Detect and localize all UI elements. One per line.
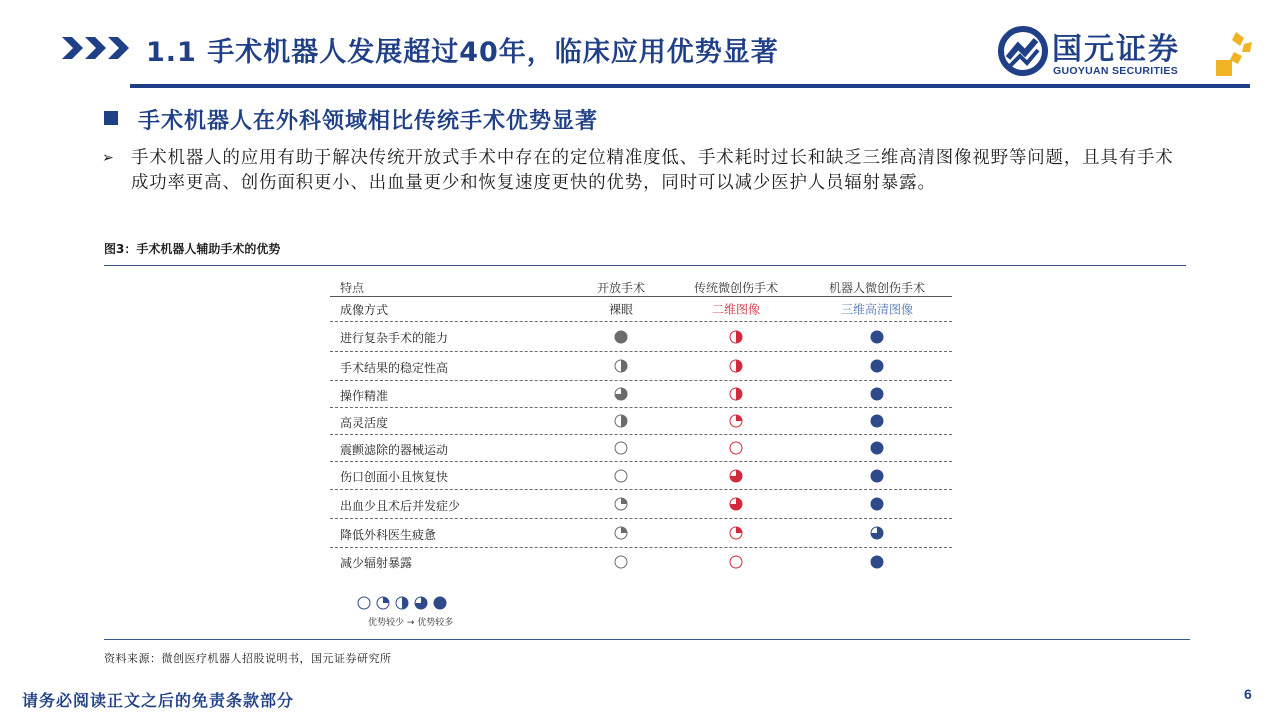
row-label: 减少辐射暴露 xyxy=(340,556,413,570)
rating-cell-robotic-mis xyxy=(870,330,884,344)
rating-cell-traditional-mis xyxy=(729,441,743,455)
rating-cell-robotic-mis xyxy=(870,469,884,483)
column-header-feature: 特点 xyxy=(340,281,365,295)
harvey-ball-2-icon xyxy=(614,414,628,428)
imaging-traditional-value: 二维图像 xyxy=(711,302,761,317)
rating-cell-traditional-mis xyxy=(729,526,743,540)
row-label: 高灵活度 xyxy=(340,416,389,430)
rating-cell-robotic-mis xyxy=(870,497,884,511)
section-marker xyxy=(104,111,118,125)
harvey-ball-4-icon xyxy=(870,359,884,373)
rating-cell-open-surgery xyxy=(614,330,628,344)
comparison-table xyxy=(330,274,952,576)
row-label: 出血少且术后并发症少 xyxy=(340,499,461,513)
rating-cell-open-surgery xyxy=(614,469,628,483)
harvey-ball-4-icon xyxy=(614,330,628,344)
rating-cell-traditional-mis xyxy=(729,469,743,483)
harvey-ball-1-icon xyxy=(614,497,628,511)
feature-rows xyxy=(330,322,952,576)
row-label: 降低外科医生疲惫 xyxy=(340,528,437,542)
logo-english-name: GUOYUAN SECURITIES xyxy=(1053,65,1178,77)
table-header xyxy=(330,274,952,296)
figure-title: 图3：手术机器人辅助手术的优势 xyxy=(104,242,281,256)
legend-harvey-ball-0-icon xyxy=(357,596,371,610)
harvey-ball-3-icon xyxy=(614,387,628,401)
column-header-open-surgery: 开放手术 xyxy=(596,281,646,295)
harvey-ball-1-icon xyxy=(729,414,743,428)
source-note: 资料来源：微创医疗机器人招股说明书，国元证券研究所 xyxy=(104,652,392,665)
rating-cell-robotic-mis xyxy=(870,359,884,373)
harvey-ball-4-icon xyxy=(870,469,884,483)
rating-cell-robotic-mis xyxy=(870,526,884,540)
legend-text: 优势较少 → 优势较多 xyxy=(368,618,454,628)
column-header-traditional-mis: 传统微创伤手术 xyxy=(693,281,779,295)
title-divider xyxy=(130,84,1250,88)
guoyuan-logo-mark-icon xyxy=(998,26,1048,76)
harvey-ball-3-icon xyxy=(729,497,743,511)
rating-cell-open-surgery xyxy=(614,359,628,373)
harvey-ball-4-icon xyxy=(870,441,884,455)
harvey-ball-4-icon xyxy=(870,330,884,344)
figure-top-rule xyxy=(104,265,1186,266)
rating-cell-traditional-mis xyxy=(729,555,743,569)
rating-cell-robotic-mis xyxy=(870,387,884,401)
table-row xyxy=(330,381,952,408)
table-row xyxy=(330,548,952,576)
harvey-ball-4-icon xyxy=(870,387,884,401)
table-row xyxy=(330,408,952,435)
figure-bottom-rule xyxy=(104,639,1190,640)
rating-cell-traditional-mis xyxy=(729,330,743,344)
imaging-robot-value: 三维高清图像 xyxy=(840,302,914,317)
rating-cell-open-surgery xyxy=(614,526,628,540)
imaging-row xyxy=(330,297,952,322)
legend-harvey-ball-4-icon xyxy=(433,596,447,610)
imaging-row-label: 成像方式 xyxy=(340,303,389,317)
harvey-ball-1-icon xyxy=(614,526,628,540)
section-heading: 手术机器人在外科领域相比传统手术优势显著 xyxy=(138,109,599,134)
harvey-ball-0-icon xyxy=(729,441,743,455)
harvey-ball-2-icon xyxy=(614,359,628,373)
harvey-ball-0-icon xyxy=(729,555,743,569)
legend-dots xyxy=(357,596,447,610)
company-logo xyxy=(998,24,1258,84)
table-row xyxy=(330,322,952,352)
rating-cell-robotic-mis xyxy=(870,555,884,569)
table-row xyxy=(330,462,952,490)
table-row xyxy=(330,519,952,548)
row-label: 伤口创面小且恢复快 xyxy=(340,470,449,484)
rating-cell-traditional-mis xyxy=(729,414,743,428)
column-header-robotic-mis: 机器人微创伤手术 xyxy=(828,281,926,295)
harvey-ball-4-icon xyxy=(870,497,884,511)
page-number: 6 xyxy=(1244,686,1252,702)
table-row xyxy=(330,435,952,462)
table-row xyxy=(330,490,952,519)
legend-harvey-ball-2-icon xyxy=(395,596,409,610)
rating-cell-robotic-mis xyxy=(870,441,884,455)
table-row xyxy=(330,352,952,381)
harvey-ball-3-icon xyxy=(729,469,743,483)
row-label: 手术结果的稳定性高 xyxy=(340,361,449,375)
harvey-ball-1-icon xyxy=(729,526,743,540)
harvey-ball-4-icon xyxy=(870,414,884,428)
harvey-ball-0-icon xyxy=(614,469,628,483)
harvey-ball-4-icon xyxy=(870,555,884,569)
harvey-ball-2-icon xyxy=(729,387,743,401)
legend-harvey-ball-3-icon xyxy=(414,596,428,610)
logo-chinese-name: 国元证券 xyxy=(1052,32,1180,67)
disclaimer-text: 请务必阅读正文之后的免责条款部分 xyxy=(22,691,295,710)
rating-cell-traditional-mis xyxy=(729,497,743,511)
harvey-ball-0-icon xyxy=(614,441,628,455)
row-label: 震颤滤除的器械运动 xyxy=(340,443,449,457)
harvey-ball-2-icon xyxy=(729,359,743,373)
bullet-paragraph: 手术机器人的应用有助于解决传统开放式手术中存在的定位精准度低、手术耗时过长和缺乏三维高清图像视野等问题，且具有手术成功率更高、创伤面积更小、出血量更少和恢复速度更快的优势，同时可以减少医护人员辐射暴露。 xyxy=(131,148,1174,193)
rating-cell-open-surgery xyxy=(614,441,628,455)
row-label: 进行复杂手术的能力 xyxy=(340,331,449,345)
row-label: 操作精准 xyxy=(340,389,389,403)
bullet-arrow-icon: ➢ xyxy=(102,150,114,166)
harvey-ball-0-icon xyxy=(614,555,628,569)
chevron-arrows-icon xyxy=(62,37,130,59)
imaging-open-value: 裸眼 xyxy=(608,302,634,317)
page-title: 1.1 手术机器人发展超过40年，临床应用优势显著 xyxy=(146,37,779,68)
harvey-ball-3-icon xyxy=(870,526,884,540)
rating-cell-open-surgery xyxy=(614,555,628,569)
harvey-ball-2-icon xyxy=(729,330,743,344)
rating-cell-traditional-mis xyxy=(729,359,743,373)
logo-spark-icon xyxy=(1210,30,1252,76)
rating-cell-open-surgery xyxy=(614,414,628,428)
rating-cell-traditional-mis xyxy=(729,387,743,401)
legend-harvey-ball-1-icon xyxy=(376,596,390,610)
figure-legend xyxy=(357,596,481,630)
rating-cell-open-surgery xyxy=(614,497,628,511)
rating-cell-open-surgery xyxy=(614,387,628,401)
rating-cell-robotic-mis xyxy=(870,414,884,428)
